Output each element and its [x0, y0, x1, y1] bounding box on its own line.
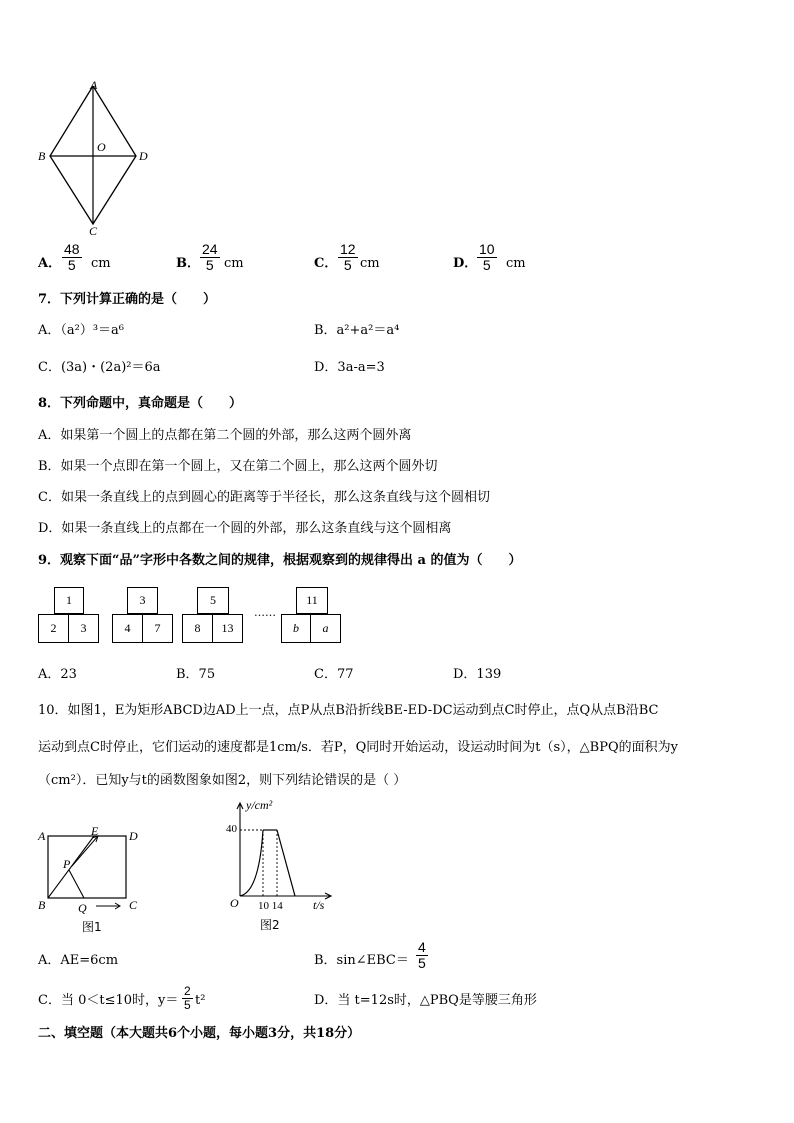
q6-option-c-unit: cm: [360, 256, 380, 271]
q10-option-c-prefix: C．当 0＜t≤10时，y＝: [38, 993, 179, 1008]
q8-option-b: B．如果一个点即在第一个圆上，又在第二个圆上，那么这两个圆外切: [38, 459, 438, 474]
fraction-num: 2: [184, 984, 191, 998]
q9-group4-left: b: [281, 614, 311, 643]
q6-option-d-unit: cm: [506, 256, 526, 271]
fig2-ticks: 10 14: [258, 900, 283, 912]
q7-stem: 7．下列计算正确的是（ ）: [38, 292, 217, 307]
q9-option-b: B．75: [176, 667, 216, 682]
q9-group1-right: 3: [68, 614, 99, 643]
q10-option-b-prefix: B．sin∠EBC＝: [314, 953, 409, 968]
q10-line3: （cm²）．已知y与t的函数图象如图2，则下列结论错误的是（ ）: [38, 773, 407, 788]
fig2-origin: O: [230, 896, 239, 910]
q8-option-a: A．如果第一个圆上的点都在第二个圆的外部，那么这两个圆外离: [38, 428, 412, 443]
fraction-den: 5: [184, 997, 191, 1012]
segment-pq: [69, 870, 84, 898]
fig1-caption: 图1: [82, 920, 102, 934]
descending: [277, 830, 295, 896]
fraction-num: 10: [479, 241, 495, 257]
q9-group4-right: a: [310, 614, 341, 643]
q9-group1-left: 2: [38, 614, 69, 643]
fig1-label-q: Q: [78, 901, 87, 915]
fraction-den: 5: [418, 954, 426, 971]
fig1-label-a: A: [38, 829, 46, 843]
fig2-xlabel: t/s: [313, 898, 325, 912]
q9-group1-top: 1: [54, 587, 84, 614]
section2-header: 二、填空题（本大题共6个小题，每小题3分，共18分）: [38, 1026, 361, 1041]
q8-option-c: C．如果一条直线上的点到圆心的距离等于半径长，那么这条直线与这个圆相切: [38, 490, 490, 505]
label-a: A: [90, 78, 98, 92]
fraction-num: 4: [418, 939, 426, 955]
q8-stem: 8．下列命题中，真命题是（ ）: [38, 396, 243, 411]
q6-option-d-fraction: [477, 242, 497, 272]
q9-group2-right: 7: [142, 614, 173, 643]
q10-option-a: A．AE=6cm: [38, 953, 119, 968]
q10-option-c-fraction: [182, 985, 193, 1011]
q7-option-b: B．a²+a²＝a⁴: [314, 323, 400, 338]
fig1-label-e: E: [91, 824, 99, 838]
q9-stem: 9．观察下面“品”字形中各数之间的规律，根据观察到的规律得出 a 的值为（ ）: [38, 553, 522, 568]
label-b: B: [38, 149, 46, 163]
fraction-num: 24: [202, 241, 218, 257]
q6-option-d-letter: D．: [453, 256, 478, 271]
fraction-den: 5: [343, 256, 352, 273]
arrow-p: [72, 836, 98, 866]
q7-option-c: C．(3a)・(2a)²＝6a: [38, 360, 161, 375]
label-o: O: [97, 140, 106, 154]
fig1-label-c: C: [129, 898, 138, 912]
q10-option-b-fraction: [416, 940, 428, 970]
label-c: C: [89, 224, 98, 238]
q6-option-b-fraction: [200, 242, 220, 272]
q7-option-d: D．3a-a=3: [314, 360, 385, 375]
segment-be: [48, 836, 94, 898]
figure1-rectangle: [34, 822, 144, 914]
q6-option-b-letter: B．: [176, 256, 200, 271]
q9-ellipsis: ……: [254, 606, 276, 619]
curve: [240, 830, 263, 896]
q9-group2-left: 4: [112, 614, 143, 643]
q6-option-a-letter: A．: [38, 256, 62, 271]
q6-option-b-unit: cm: [224, 256, 244, 271]
q9-option-a: A．23: [38, 667, 77, 682]
q9-group3-left: 8: [182, 614, 213, 643]
figure2-graph: [225, 800, 337, 906]
fraction-num: 12: [340, 241, 356, 257]
fig2-ylabel: y/cm²: [246, 798, 273, 812]
q6-option-a-fraction: [62, 242, 82, 272]
fig2-y40: 40: [226, 823, 237, 835]
fig1-label-d: D: [129, 829, 138, 843]
q8-option-d: D．如果一条直线上的点都在一个圆的外部，那么这条直线与这个圆相离: [38, 521, 452, 536]
q7-option-a: A．（a²）³＝a⁶: [38, 323, 125, 338]
label-d: D: [139, 149, 148, 163]
fraction-den: 5: [67, 256, 76, 273]
q10-line1: 10．如图1，E为矩形ABCD边AD上一点，点P从点B沿折线BE-ED-DC运动到点C时停止，点Q从点B沿BC: [38, 703, 659, 718]
q9-option-c: C．77: [314, 667, 354, 682]
q10-option-c-suffix: t²: [195, 993, 206, 1008]
fraction-num: 48: [64, 241, 80, 257]
q9-group2-top: 3: [127, 587, 158, 614]
fraction-den: 5: [482, 256, 491, 273]
q6-option-c-fraction: [338, 242, 358, 272]
fig1-label-p: P: [63, 857, 71, 871]
fraction-den: 5: [205, 256, 214, 273]
q9-group3-top: 5: [197, 587, 229, 614]
q6-option-c-letter: C．: [314, 256, 338, 271]
q9-group3-right: 13: [212, 614, 243, 643]
q9-option-d: D．139: [453, 667, 502, 682]
q10-line2: 运动到点C时停止，它们运动的速度都是1cm/s．若P，Q同时开始运动，设运动时间为t（s），△BPQ的面积为y: [38, 740, 678, 755]
fig1-label-b: B: [38, 898, 46, 912]
q6-option-a-unit: cm: [91, 256, 111, 271]
fig2-caption: 图2: [260, 918, 280, 932]
q9-group4-top: 11: [296, 587, 328, 614]
q10-option-d: D．当 t=12s时，△PBQ是等腰三角形: [314, 993, 537, 1008]
